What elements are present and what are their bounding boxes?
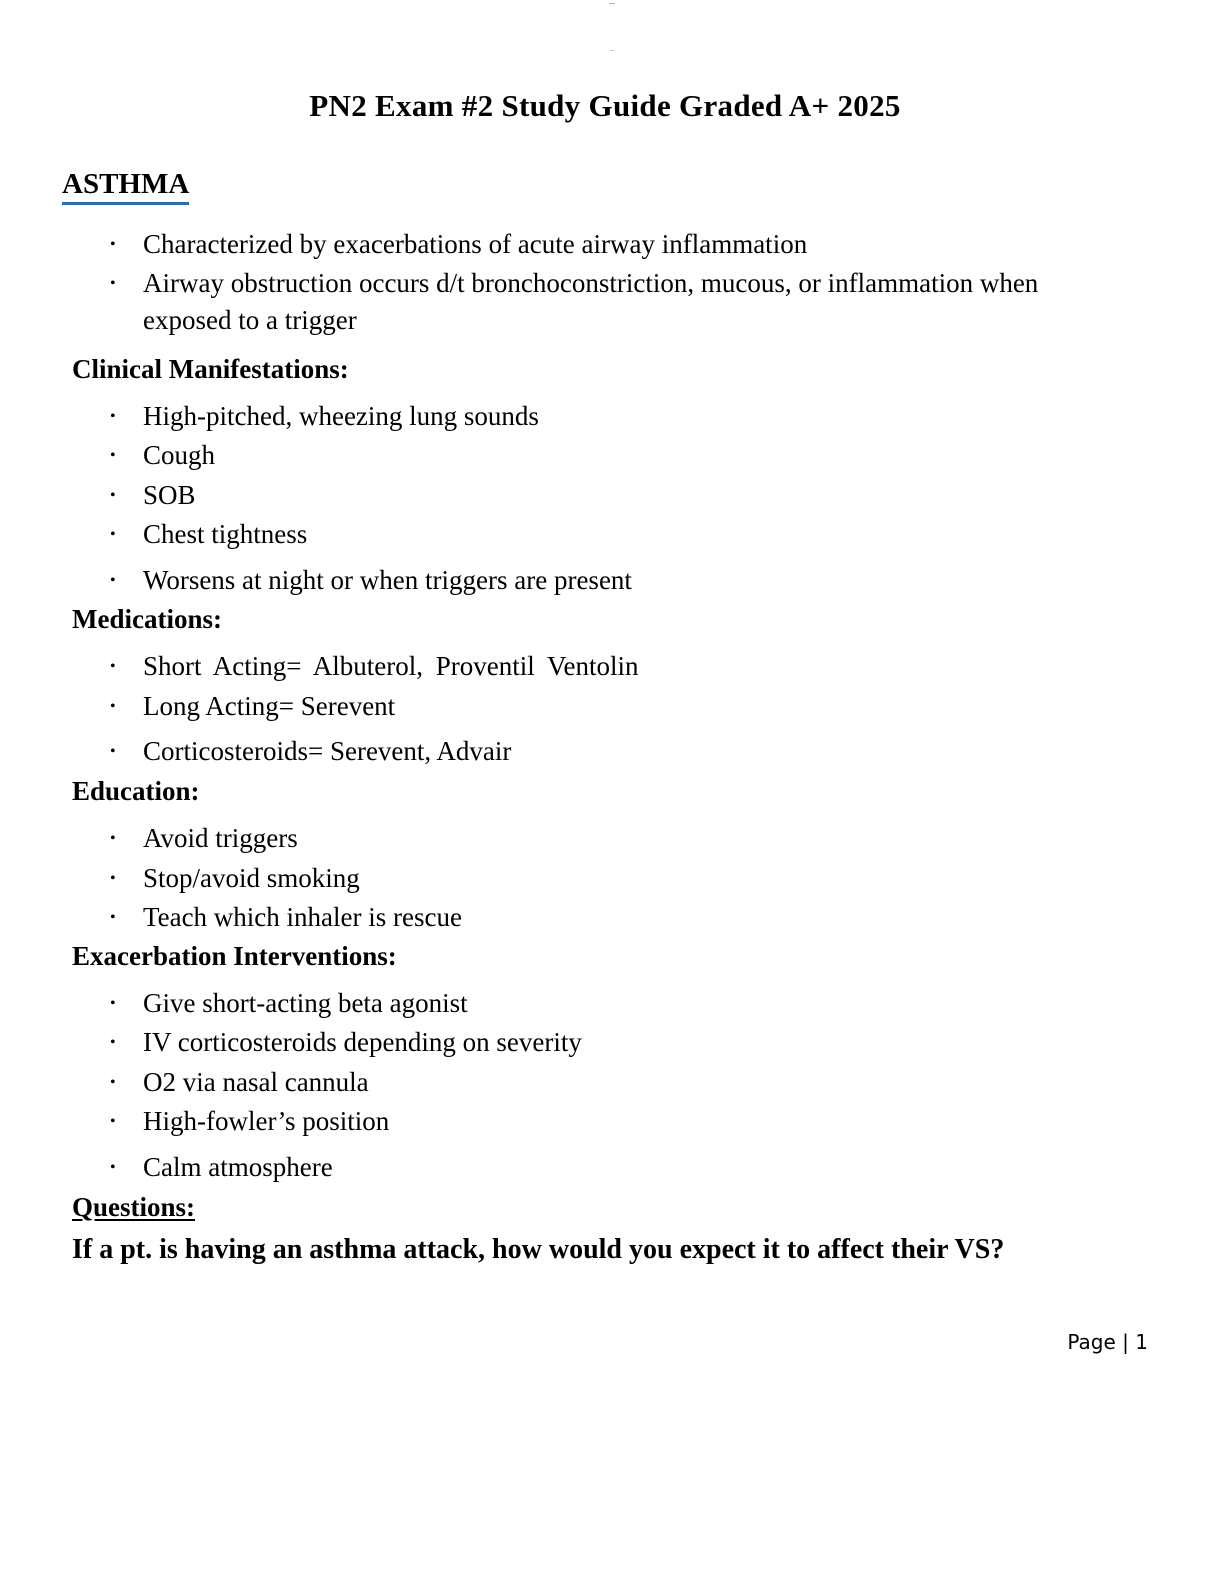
bullet-icon: • <box>110 1034 116 1051</box>
bullet-icon: • <box>110 658 116 675</box>
subheading-education: Education: <box>72 776 200 806</box>
list-item-text: Worsens at night or when triggers are present <box>143 565 632 595</box>
bullet-icon: • <box>110 487 116 504</box>
list-item-text: IV corticosteroids depending on severity <box>143 1027 582 1057</box>
list-item-text: High-fowler’s position <box>143 1106 390 1136</box>
list-item-text: Airway obstruction occurs d/t bronchoconstriction, mucous, or inflammation when exposed to a trigger <box>143 268 1039 335</box>
bullet-icon: • <box>110 408 116 425</box>
section-heading-asthma: ASTHMA <box>62 166 189 205</box>
bullet-icon: • <box>110 870 116 887</box>
bullet-icon: • <box>110 526 116 543</box>
bullet-icon: • <box>110 572 116 589</box>
bullet-icon: • <box>110 1159 116 1176</box>
bullet-icon: • <box>110 743 116 760</box>
page-title: PN2 Exam #2 Study Guide Graded A+ 2025 <box>309 88 901 123</box>
bullet-icon: • <box>110 1074 116 1091</box>
bullet-icon: • <box>110 236 116 253</box>
header-mark: --- <box>609 1 615 7</box>
subheading-exacerbation-interventions: Exacerbation Interventions: <box>72 941 397 971</box>
list-item-text: Avoid triggers <box>143 823 298 853</box>
list-item-text: O2 via nasal cannula <box>143 1067 369 1097</box>
list-item-text: Teach which inhaler is rescue <box>143 902 462 932</box>
bullet-icon: • <box>110 830 116 847</box>
question-text: If a pt. is having an asthma attack, how would you expect it to affect their VS? <box>72 1234 1005 1265</box>
header-mark: ... <box>609 47 615 53</box>
subheading-clinical-manifestations: Clinical Manifestations: <box>72 354 349 384</box>
list-item-text: Calm atmosphere <box>143 1152 333 1182</box>
subheading-questions: Questions: <box>72 1192 196 1222</box>
bullet-icon: • <box>110 995 116 1012</box>
list-item-text: Chest tightness <box>143 519 308 549</box>
subheading-medications: Medications: <box>72 604 222 634</box>
list-item-text: Long Acting= Serevent <box>143 691 396 721</box>
list-item-text: High-pitched, wheezing lung sounds <box>143 401 539 431</box>
list-item-text: Characterized by exacerbations of acute airway inflammation <box>143 229 808 259</box>
page-number: Page | 1 <box>1067 1330 1148 1354</box>
bullet-icon: • <box>110 275 116 292</box>
list-item-text: Cough <box>143 440 216 470</box>
list-item-text: Give short-acting beta agonist <box>143 988 468 1018</box>
list-item <box>110 265 1110 341</box>
bullet-icon: • <box>110 698 116 715</box>
list-item-text: Corticosteroids= Serevent, Advair <box>143 736 512 766</box>
list-item-text: Stop/avoid smoking <box>143 863 360 893</box>
list-item-text: Short Acting= Albuterol, Proventil Ventolin <box>143 651 639 681</box>
list-item-text: SOB <box>143 480 196 510</box>
bullet-icon: • <box>110 447 116 464</box>
bullet-icon: • <box>110 909 116 926</box>
bullet-icon: • <box>110 1113 116 1130</box>
